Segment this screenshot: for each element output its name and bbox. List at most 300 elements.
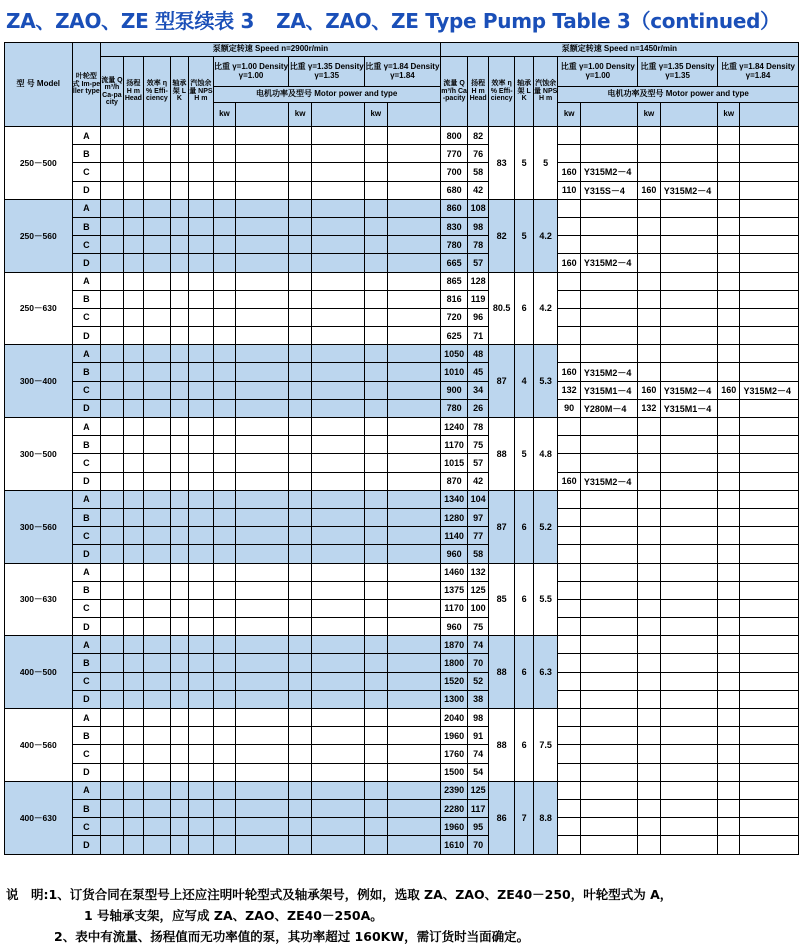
motor-kw-cell xyxy=(638,763,661,781)
head-cell: 70 xyxy=(468,836,488,854)
empty-cell xyxy=(189,545,214,563)
motor-type-cell xyxy=(580,799,637,817)
motor-kw-cell xyxy=(638,636,661,654)
motor-type-cell xyxy=(740,508,799,526)
empty-cell xyxy=(170,272,188,290)
motor-kw-cell xyxy=(638,327,661,345)
model-cell: 300－630 xyxy=(5,563,73,636)
empty-cell xyxy=(170,836,188,854)
empty-cell xyxy=(170,690,188,708)
motor-kw-cell xyxy=(638,545,661,563)
empty-cell xyxy=(387,636,440,654)
empty-cell xyxy=(189,163,214,181)
empty-cell xyxy=(189,836,214,854)
empty-cell xyxy=(365,781,388,799)
head-cell: 74 xyxy=(468,636,488,654)
empty-cell xyxy=(365,654,388,672)
col-lk-2900: 轴承架 LK xyxy=(170,57,188,127)
efficiency-cell: 87 xyxy=(488,490,515,563)
table-row xyxy=(5,563,799,581)
motor-type-cell xyxy=(580,454,637,472)
empty-cell xyxy=(289,472,312,490)
motor-type-cell xyxy=(740,436,799,454)
pump-table-container xyxy=(4,42,799,855)
motor-kw-cell xyxy=(717,636,740,654)
empty-cell xyxy=(189,308,214,326)
empty-cell xyxy=(213,290,236,308)
head-cell: 119 xyxy=(468,290,488,308)
col-flow-2900: 流量 Q m³/h Ca-pacity xyxy=(101,57,124,127)
motor-kw-cell xyxy=(638,272,661,290)
empty-cell xyxy=(189,381,214,399)
table-row xyxy=(5,454,799,472)
motor-kw-cell xyxy=(558,763,581,781)
flow-cell: 1140 xyxy=(440,527,468,545)
motor-type-cell xyxy=(740,308,799,326)
motor-kw-cell xyxy=(558,672,581,690)
head-cell: 52 xyxy=(468,672,488,690)
motor-kw-cell xyxy=(717,836,740,854)
flow-cell: 2280 xyxy=(440,799,468,817)
flow-cell: 960 xyxy=(440,545,468,563)
motor-kw-cell xyxy=(717,217,740,235)
motor-kw-cell xyxy=(558,618,581,636)
flow-cell: 780 xyxy=(440,236,468,254)
empty-cell xyxy=(213,327,236,345)
motor-kw-cell xyxy=(717,327,740,345)
motor-type-cell xyxy=(740,236,799,254)
table-row xyxy=(5,327,799,345)
empty-cell xyxy=(144,199,171,217)
empty-cell xyxy=(289,327,312,345)
motor-kw-cell xyxy=(717,399,740,417)
empty-cell xyxy=(170,199,188,217)
empty-cell xyxy=(236,709,289,727)
empty-cell xyxy=(213,781,236,799)
empty-cell xyxy=(189,272,214,290)
empty-cell xyxy=(144,763,171,781)
empty-cell xyxy=(213,727,236,745)
head-cell: 128 xyxy=(468,272,488,290)
motor-kw-cell xyxy=(638,290,661,308)
motor-type-cell xyxy=(740,127,799,145)
empty-cell xyxy=(387,727,440,745)
empty-cell xyxy=(101,345,124,363)
impeller-type-cell: A xyxy=(72,490,101,508)
bearing-cell: 5 xyxy=(515,199,533,272)
table-row xyxy=(5,418,799,436)
empty-cell xyxy=(123,527,143,545)
empty-cell xyxy=(365,763,388,781)
model-cell: 250－560 xyxy=(5,199,73,272)
motor-type-cell xyxy=(660,781,717,799)
empty-cell xyxy=(311,745,364,763)
efficiency-cell: 82 xyxy=(488,199,515,272)
empty-cell xyxy=(289,163,312,181)
empty-cell xyxy=(236,363,289,381)
motor-kw-cell xyxy=(717,781,740,799)
empty-cell xyxy=(289,745,312,763)
head-cell: 82 xyxy=(468,127,488,145)
motor-type-cell xyxy=(580,345,637,363)
head-cell: 100 xyxy=(468,599,488,617)
empty-cell xyxy=(365,381,388,399)
empty-cell xyxy=(170,545,188,563)
empty-cell xyxy=(170,745,188,763)
motor-type-cell xyxy=(660,236,717,254)
empty-cell xyxy=(123,836,143,854)
table-row xyxy=(5,472,799,490)
model-cell: 300－400 xyxy=(5,345,73,418)
empty-cell xyxy=(311,563,364,581)
empty-cell xyxy=(236,272,289,290)
impeller-type-cell: C xyxy=(72,163,101,181)
head-cell: 97 xyxy=(468,508,488,526)
table-header xyxy=(5,43,799,127)
efficiency-cell: 88 xyxy=(488,709,515,782)
empty-cell xyxy=(236,436,289,454)
empty-cell xyxy=(311,763,364,781)
motor-kw-cell xyxy=(558,636,581,654)
motor-type-cell xyxy=(660,654,717,672)
empty-cell xyxy=(311,127,364,145)
flow-cell: 960 xyxy=(440,618,468,636)
empty-cell xyxy=(213,217,236,235)
motor-type-cell xyxy=(580,563,637,581)
empty-cell xyxy=(144,472,171,490)
motor-type-cell xyxy=(660,199,717,217)
motor-kw-cell xyxy=(638,363,661,381)
empty-cell xyxy=(189,599,214,617)
table-row xyxy=(5,709,799,727)
motor-type-cell xyxy=(660,290,717,308)
motor-kw-cell xyxy=(638,454,661,472)
empty-cell xyxy=(189,727,214,745)
empty-cell xyxy=(189,527,214,545)
impeller-type-cell: D xyxy=(72,836,101,854)
kw-label: kw xyxy=(717,103,740,127)
empty-cell xyxy=(365,418,388,436)
motor-kw-cell xyxy=(717,818,740,836)
empty-cell xyxy=(387,454,440,472)
empty-cell xyxy=(170,636,188,654)
motor-kw-cell xyxy=(638,836,661,854)
kw-label: kw xyxy=(365,103,388,127)
empty-cell xyxy=(387,781,440,799)
head-cell: 125 xyxy=(468,581,488,599)
head-cell: 42 xyxy=(468,472,488,490)
motor-kw-cell xyxy=(638,799,661,817)
empty-cell xyxy=(213,654,236,672)
empty-cell xyxy=(101,527,124,545)
motor-type-cell xyxy=(740,327,799,345)
motor-kw-cell: 132 xyxy=(558,381,581,399)
empty-cell xyxy=(387,381,440,399)
impeller-type-cell: C xyxy=(72,381,101,399)
empty-cell xyxy=(144,345,171,363)
bearing-cell: 6 xyxy=(515,563,533,636)
motor-kw-cell xyxy=(558,727,581,745)
col-eff-2900: 效率 η % Effi-ciency xyxy=(144,57,171,127)
head-cell: 78 xyxy=(468,418,488,436)
motor-kw-cell xyxy=(558,436,581,454)
npsh-cell: 8.8 xyxy=(533,781,558,854)
empty-cell xyxy=(365,272,388,290)
motor-type-cell xyxy=(660,818,717,836)
empty-cell xyxy=(236,181,289,199)
motor-kw-cell: 160 xyxy=(638,381,661,399)
empty-cell xyxy=(387,745,440,763)
impeller-type-cell: C xyxy=(72,236,101,254)
empty-cell xyxy=(289,308,312,326)
flow-cell: 625 xyxy=(440,327,468,345)
impeller-type-cell: A xyxy=(72,709,101,727)
impeller-type-cell: C xyxy=(72,745,101,763)
empty-cell xyxy=(311,217,364,235)
density-184-1450: 比重 γ=1.84 Density γ=1.84 xyxy=(717,57,798,87)
motor-kw-cell xyxy=(558,581,581,599)
empty-cell xyxy=(144,654,171,672)
empty-cell xyxy=(289,654,312,672)
efficiency-cell: 88 xyxy=(488,418,515,491)
motor-type-cell xyxy=(740,727,799,745)
empty-cell xyxy=(101,508,124,526)
table-row xyxy=(5,818,799,836)
empty-cell xyxy=(123,199,143,217)
empty-cell xyxy=(236,599,289,617)
table-row xyxy=(5,145,799,163)
empty-cell xyxy=(189,763,214,781)
motor-kw-cell xyxy=(638,308,661,326)
empty-cell xyxy=(213,527,236,545)
empty-cell xyxy=(101,636,124,654)
empty-cell xyxy=(101,418,124,436)
flow-cell: 865 xyxy=(440,272,468,290)
empty-cell xyxy=(365,345,388,363)
motor-type-cell xyxy=(580,418,637,436)
motor-type-cell xyxy=(740,254,799,272)
motor-type-cell xyxy=(740,217,799,235)
model-cell: 300－560 xyxy=(5,490,73,563)
empty-cell xyxy=(101,563,124,581)
motor-type-cell xyxy=(660,709,717,727)
empty-cell xyxy=(311,581,364,599)
motor-kw-cell: 110 xyxy=(558,181,581,199)
motor-kw-cell xyxy=(558,690,581,708)
table-row xyxy=(5,763,799,781)
empty-cell xyxy=(365,581,388,599)
empty-cell xyxy=(213,454,236,472)
motor-kw-cell xyxy=(558,508,581,526)
head-cell: 42 xyxy=(468,181,488,199)
motor-kw-cell xyxy=(717,672,740,690)
motor-kw-cell xyxy=(558,563,581,581)
motor-kw-cell xyxy=(717,145,740,163)
empty-cell xyxy=(311,799,364,817)
empty-cell xyxy=(387,363,440,381)
empty-cell xyxy=(144,254,171,272)
empty-cell xyxy=(236,654,289,672)
empty-cell xyxy=(213,799,236,817)
impeller-type-cell: D xyxy=(72,690,101,708)
motor-type-cell xyxy=(580,327,637,345)
empty-cell xyxy=(387,672,440,690)
note-line-3: 2、表中有流量、扬程值而无功率值的泵，其功率超过 160KW，需订货时当面确定。 xyxy=(54,929,530,944)
flow-cell: 830 xyxy=(440,217,468,235)
table-row xyxy=(5,163,799,181)
empty-cell xyxy=(365,545,388,563)
motor-type-cell xyxy=(740,799,799,817)
empty-cell xyxy=(189,581,214,599)
motor-type-cell: Y315M2－4 xyxy=(580,163,637,181)
empty-cell xyxy=(170,709,188,727)
motor-type-cell xyxy=(740,545,799,563)
empty-cell xyxy=(213,145,236,163)
table-row xyxy=(5,254,799,272)
empty-cell xyxy=(189,363,214,381)
empty-cell xyxy=(365,599,388,617)
motor-kw-cell xyxy=(558,290,581,308)
empty-cell xyxy=(365,363,388,381)
motor-type-cell xyxy=(580,581,637,599)
empty-cell xyxy=(101,727,124,745)
empty-cell xyxy=(236,418,289,436)
empty-cell xyxy=(101,581,124,599)
impeller-type-cell: D xyxy=(72,618,101,636)
motor-type-cell xyxy=(580,217,637,235)
empty-cell xyxy=(189,127,214,145)
empty-cell xyxy=(101,454,124,472)
head-cell: 132 xyxy=(468,563,488,581)
empty-cell xyxy=(213,763,236,781)
motor-type-cell xyxy=(740,399,799,417)
motor-type-cell: Y315M2－4 xyxy=(660,181,717,199)
empty-cell xyxy=(387,581,440,599)
table-row xyxy=(5,181,799,199)
empty-cell xyxy=(189,563,214,581)
empty-cell xyxy=(123,508,143,526)
impeller-type-cell: D xyxy=(72,399,101,417)
empty-cell xyxy=(365,709,388,727)
empty-cell xyxy=(213,345,236,363)
empty-cell xyxy=(311,345,364,363)
empty-cell xyxy=(101,254,124,272)
motor-kw-cell xyxy=(638,145,661,163)
motor-type-cell xyxy=(580,709,637,727)
motor-type-cell: Y315M2－4 xyxy=(580,472,637,490)
motor-kw-cell xyxy=(638,581,661,599)
empty-cell xyxy=(289,254,312,272)
motor-type-cell xyxy=(580,199,637,217)
motor-kw-cell xyxy=(717,599,740,617)
motor-kw-cell xyxy=(717,418,740,436)
impeller-type-cell: D xyxy=(72,472,101,490)
head-cell: 98 xyxy=(468,709,488,727)
empty-cell xyxy=(289,618,312,636)
motor-type-cell xyxy=(740,490,799,508)
motor-type-cell xyxy=(660,454,717,472)
empty-cell xyxy=(311,399,364,417)
motor-type-cell: Y315M1－4 xyxy=(580,381,637,399)
empty-cell xyxy=(144,163,171,181)
empty-cell xyxy=(289,690,312,708)
bearing-cell: 5 xyxy=(515,418,533,491)
motor-type-cell xyxy=(660,690,717,708)
flow-cell: 800 xyxy=(440,127,468,145)
empty-cell xyxy=(289,763,312,781)
head-cell: 98 xyxy=(468,217,488,235)
motor-kw-cell xyxy=(638,527,661,545)
empty-cell xyxy=(311,290,364,308)
flow-cell: 1500 xyxy=(440,763,468,781)
empty-cell xyxy=(213,254,236,272)
motor-kw-cell xyxy=(717,436,740,454)
head-cell: 77 xyxy=(468,527,488,545)
empty-cell xyxy=(144,399,171,417)
empty-cell xyxy=(213,127,236,145)
empty-cell xyxy=(101,145,124,163)
pump-table xyxy=(4,42,799,855)
flow-cell: 1870 xyxy=(440,636,468,654)
motor-type-cell xyxy=(740,836,799,854)
empty-cell xyxy=(365,727,388,745)
empty-cell xyxy=(123,618,143,636)
motor-type-cell xyxy=(660,563,717,581)
flow-cell: 680 xyxy=(440,181,468,199)
motor-type-cell: Y315M2－4 xyxy=(660,381,717,399)
empty-cell xyxy=(289,672,312,690)
flow-cell: 1375 xyxy=(440,581,468,599)
table-row xyxy=(5,508,799,526)
empty-cell xyxy=(236,327,289,345)
motor-kw-cell xyxy=(717,127,740,145)
empty-cell xyxy=(236,763,289,781)
table-row xyxy=(5,545,799,563)
empty-cell xyxy=(289,636,312,654)
table-row xyxy=(5,781,799,799)
efficiency-cell: 85 xyxy=(488,563,515,636)
head-cell: 95 xyxy=(468,818,488,836)
model-cell: 400－500 xyxy=(5,636,73,709)
flow-cell: 1960 xyxy=(440,727,468,745)
empty-cell xyxy=(189,399,214,417)
density-184-2900: 比重 γ=1.84 Density γ=1.84 xyxy=(365,57,441,87)
table-row xyxy=(5,527,799,545)
empty-cell xyxy=(101,290,124,308)
bearing-cell: 6 xyxy=(515,636,533,709)
empty-cell xyxy=(365,745,388,763)
empty-cell xyxy=(123,727,143,745)
empty-cell xyxy=(236,545,289,563)
empty-cell xyxy=(189,327,214,345)
motor-header-2900: 电机功率及型号 Motor power and type xyxy=(213,87,440,103)
motor-type-cell xyxy=(740,472,799,490)
empty-cell xyxy=(289,199,312,217)
motor-kw-cell: 160 xyxy=(558,472,581,490)
empty-cell xyxy=(387,345,440,363)
empty-cell xyxy=(311,508,364,526)
empty-cell xyxy=(101,327,124,345)
empty-cell xyxy=(387,236,440,254)
motor-type-cell xyxy=(740,599,799,617)
empty-cell xyxy=(144,454,171,472)
empty-cell xyxy=(170,399,188,417)
empty-cell xyxy=(144,599,171,617)
motor-kw-cell xyxy=(638,709,661,727)
col-head-1450: 扬程 H m Head xyxy=(468,57,488,127)
empty-cell xyxy=(170,527,188,545)
empty-cell xyxy=(236,690,289,708)
